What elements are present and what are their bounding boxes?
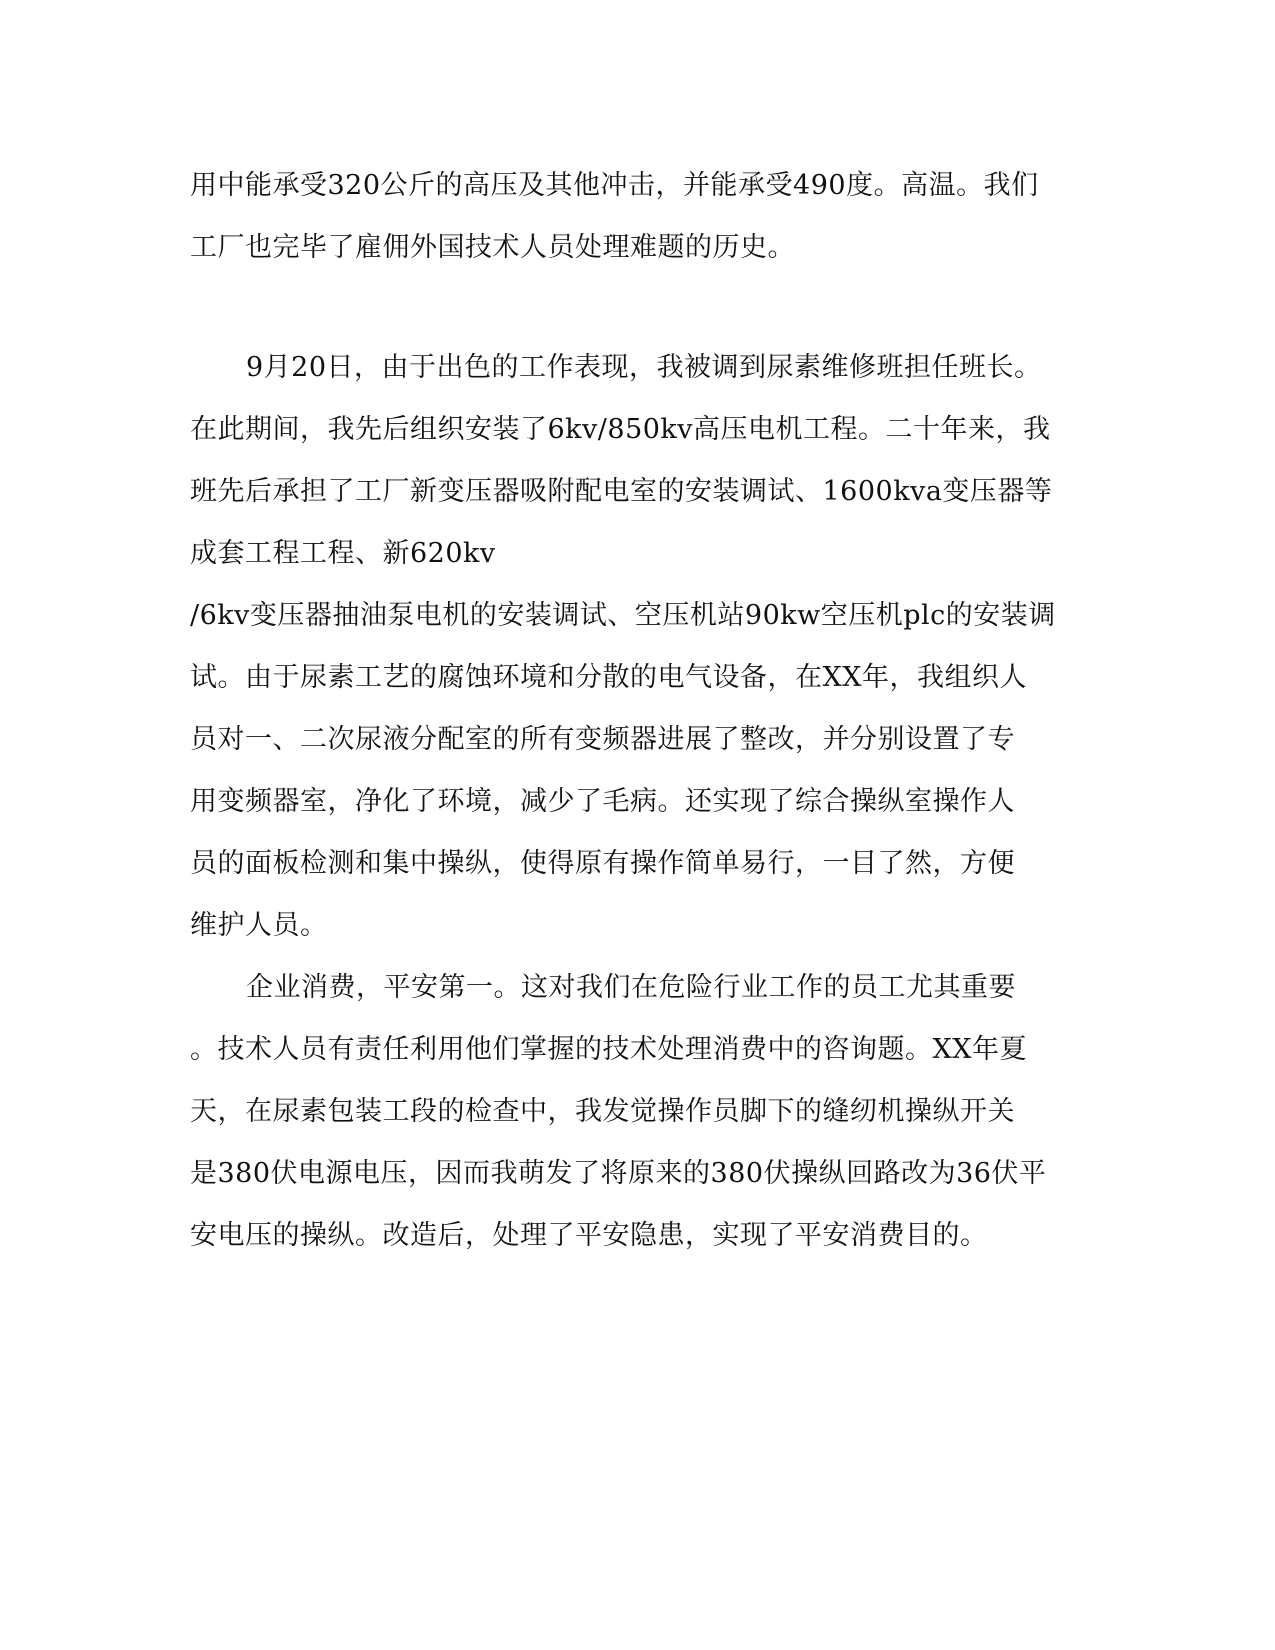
text-line: 在此期间，我先后组织安装了6kv/850kv高压电机工程。二十年来，我 [190,414,1051,445]
text-line: 工厂也完毕了雇佣外国技术人员处理难题的历史。 [190,232,795,263]
paragraph-first-line: 9月20日，由于出色的工作表现，我被调到尿素维修班担任班长。 [246,352,1042,383]
text-line: 员对一、二次尿液分配室的所有变频器进展了整改，并分别设置了专 [190,724,1015,755]
text-line: 天，在尿素包装工段的检查中，我发觉操作员脚下的缝纫机操纵开关 [190,1096,1015,1127]
text-line: 试。由于尿素工艺的腐蚀环境和分散的电气设备，在XX年，我组织人 [190,662,1027,693]
text-line: /6kv变压器抽油泵电机的安装调试、空压机站90kw空压机plc的安装调 [190,600,1056,631]
text-line: 用变频器室，净化了环境，减少了毛病。还实现了综合操纵室操作人 [190,786,1015,817]
text-line: 维护人员。 [190,910,328,941]
text-line: 员的面板检测和集中操纵，使得原有操作简单易行，一目了然，方便 [190,848,1015,879]
text-line: 安电压的操纵。改造后，处理了平安隐患，实现了平安消费目的。 [190,1220,988,1251]
text-line: 用中能承受320公斤的高压及其他冲击，并能承受490度。高温。我们 [190,170,1039,201]
text-line: 。技术人员有责任利用他们掌握的技术处理消费中的咨询题。XX年夏 [190,1034,1027,1065]
text-line: 成套工程工程、新620kv [190,538,496,569]
paragraph-first-line: 企业消费，平安第一。这对我们在危险行业工作的员工尤其重要 [246,972,1016,1003]
text-line: 班先后承担了工厂新变压器吸附配电室的安装调试、1600kva变压器等 [190,476,1053,507]
text-line: 是380伏电源电压，因而我萌发了将原来的380伏操纵回路改为36伏平 [190,1158,1047,1189]
